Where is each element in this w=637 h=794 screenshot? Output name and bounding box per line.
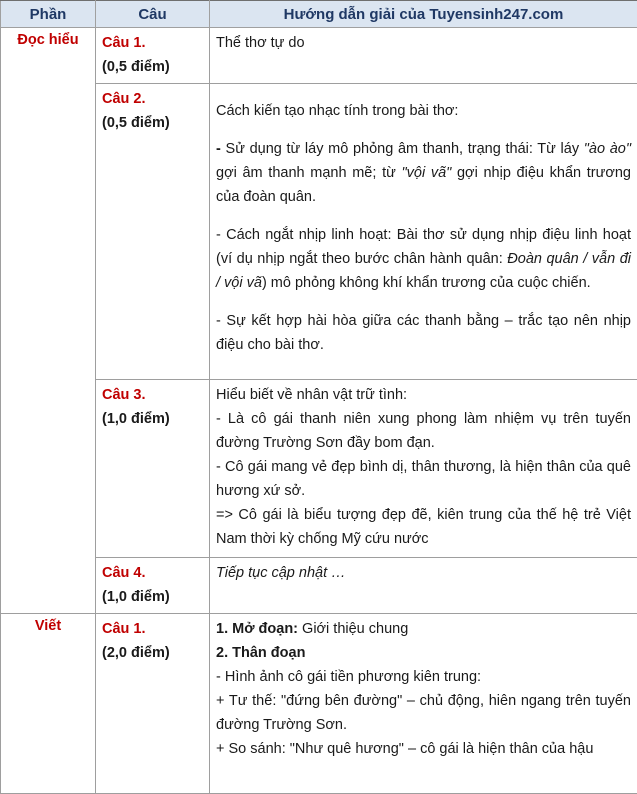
answer-text: - Cách ngắt nhịp linh hoạt: Bài thơ sử dụng nhịp điệu linh hoạt (ví dụ nhịp ngắt theo bước chân hành quân: [216,227,631,267]
answer-text: gợi âm thanh mạnh mẽ; từ [216,165,401,181]
answer-cell [210,380,637,558]
answer-cell [210,84,637,380]
question-label: Câu 1. [102,31,203,55]
answer-intro: Cách kiến tạo nhạc tính trong bài thơ: [216,99,631,123]
answer-point: - Là cô gái thanh niên xung phong làm nhiệm vụ trên tuyến đường Trường Sơn đầy bom đạn. [216,407,631,455]
answer-point: - Cô gái mang vẻ đẹp bình dị, thân thương, là hiện thân của quê hương xứ sở. [216,455,631,503]
question-points: (1,0 điểm) [102,407,203,431]
answer-point: + Tư thế: "đứng bên đường" – chủ động, hiên ngang trên tuyến đường Trường Sơn. [216,689,631,737]
answer-text: ) mô phỏng không khí khẩn trương của cuộc chiến. [262,275,591,291]
answer-point: + So sánh: "Như quê hương" – cô gái là hiện thân của hậu [216,737,631,761]
question-label: Câu 2. [102,87,203,111]
section-label: Đọc hiểu [17,32,78,48]
header-guide: Hướng dẫn giải của Tuyensinh247.com [210,1,637,28]
header-question: Câu [96,1,210,28]
table-row [1,28,637,84]
answer-point [216,137,631,209]
heading-text: Giới thiệu chung [298,621,408,637]
question-points: (2,0 điểm) [102,641,203,665]
heading-label: 2. Thân đoạn [216,645,305,661]
question-points: (1,0 điểm) [102,585,203,609]
section-label: Viết [35,618,61,634]
answer-cell [210,28,637,84]
answer-quote: "vội vã" [401,165,451,181]
question-label: Câu 4. [102,561,203,585]
question-cell [96,84,210,380]
answer-quote: Đoàn quân / vẫn đi / vội vã [216,251,631,291]
section-doc-hieu [1,28,96,614]
heading-label: 1. Mở đoạn: [216,621,298,637]
answer-quote: "ào ào" [584,141,631,157]
answer-intro: Hiểu biết về nhân vật trữ tình: [216,383,631,407]
answer-heading [216,617,631,641]
answer-point: => Cô gái là biểu tượng đẹp đẽ, kiên trung của thế hệ trẻ Việt Nam thời kỳ chống Mỹ cứu nước [216,503,631,551]
question-points: (0,5 điểm) [102,55,203,79]
answer-text: Thể thơ tự do [216,31,631,55]
answer-text: gợi nhịp điệu khẩn trương của đoàn quân. [216,165,631,205]
answer-point: - Sự kết hợp hài hòa giữa các thanh bằng – trắc tạo nên nhịp điệu cho bài thơ. [216,309,631,357]
answer-point [216,223,631,295]
question-cell [96,380,210,558]
answer-text: Sử dụng từ láy mô phỏng âm thanh, trạng thái: Từ láy [221,141,584,157]
question-label: Câu 3. [102,383,203,407]
answer-point: - Hình ảnh cô gái tiền phương kiên trung: [216,665,631,689]
table-row [1,84,637,380]
header-row [1,1,637,28]
table-row [1,380,637,558]
answer-text: Tiếp tục cập nhật … [216,565,346,581]
question-label: Câu 1. [102,617,203,641]
answer-cell [210,558,637,614]
answer-heading [216,641,631,665]
header-part: Phần [1,1,96,28]
question-cell [96,558,210,614]
question-cell [96,28,210,84]
question-points: (0,5 điểm) [102,111,203,135]
answer-dash: - [216,141,221,157]
table-row [1,558,637,614]
